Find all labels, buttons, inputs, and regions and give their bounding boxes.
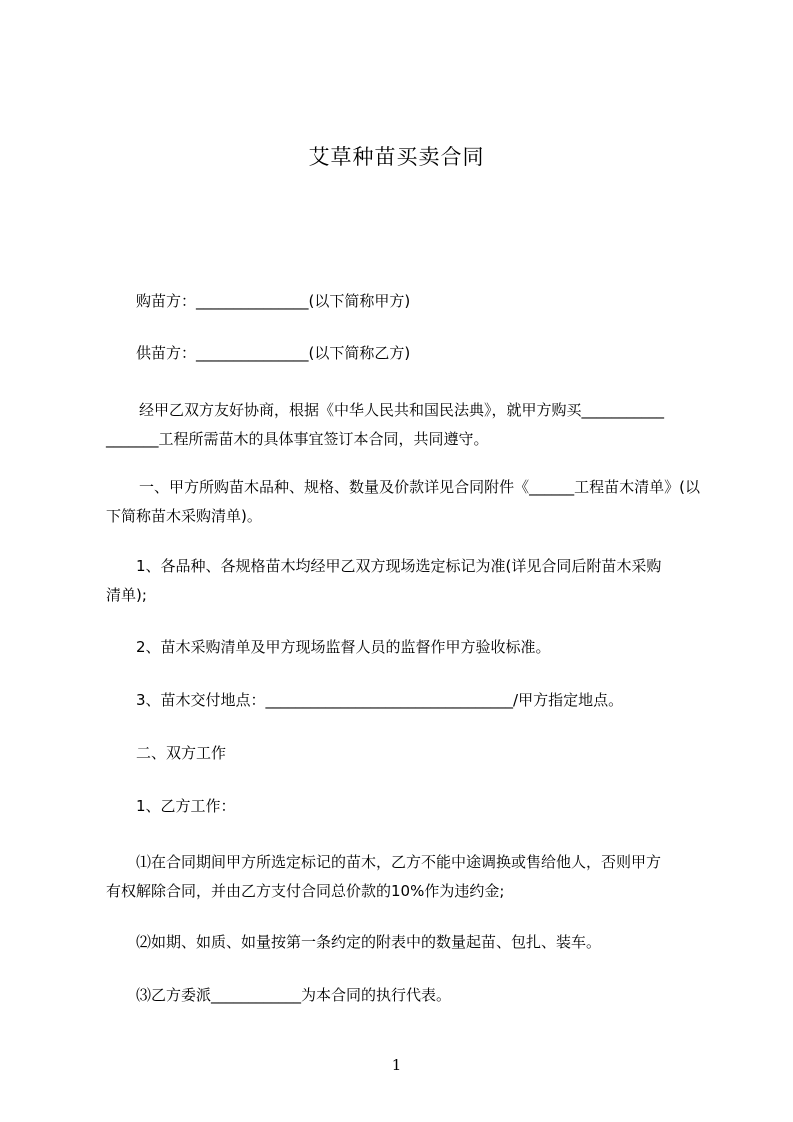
clause-1-3: 3、苗木交付地点：_________________________________/甲方指定地点。 [136,691,624,709]
clause-2-heading: 二、双方工作 [136,744,227,762]
supplier-line: 供苗方：_______________(以下简称乙方) [136,344,411,362]
clause-1: 一、甲方所购苗木品种、规格、数量及价款详见合同附件《______工程苗木清单》(以下简称苗木采购清单)。 [106,478,700,525]
clause-1-2: 2、苗木采购清单及甲方现场监督人员的监督作甲方验收标准。 [136,638,551,656]
clause-2-1-heading: 1、乙方工作： [136,797,236,815]
page-number: 1 [391,1056,402,1074]
clause-1-1: 1、各品种、各规格苗木均经甲乙双方现场选定标记为准(详见合同后附苗木采购 清单); [106,557,662,604]
clause-2-1-3: ⑶乙方委派____________为本合同的执行代表。 [136,986,452,1004]
clause-2-1-2: ⑵如期、如质、如量按第一条约定的附表中的数量起苗、包扎、装车。 [136,933,602,951]
clause-2-1-1: ⑴在合同期间甲方所选定标记的苗木，乙方不能中途调换或售给他人，否则甲方 有权解除合同，并由乙方支付合同总价款的10%作为违约金; [106,853,662,900]
document-title: 艾草种苗买卖合同 [308,145,485,169]
buyer-line: 购苗方：_______________(以下简称甲方) [136,292,411,310]
intro-paragraph: 经甲乙双方友好协商，根据《中华人民共和国民法典》，就甲方购买___________ _______工程所需苗木的具体事宜签订本合同，共同遵守。 [106,401,665,448]
